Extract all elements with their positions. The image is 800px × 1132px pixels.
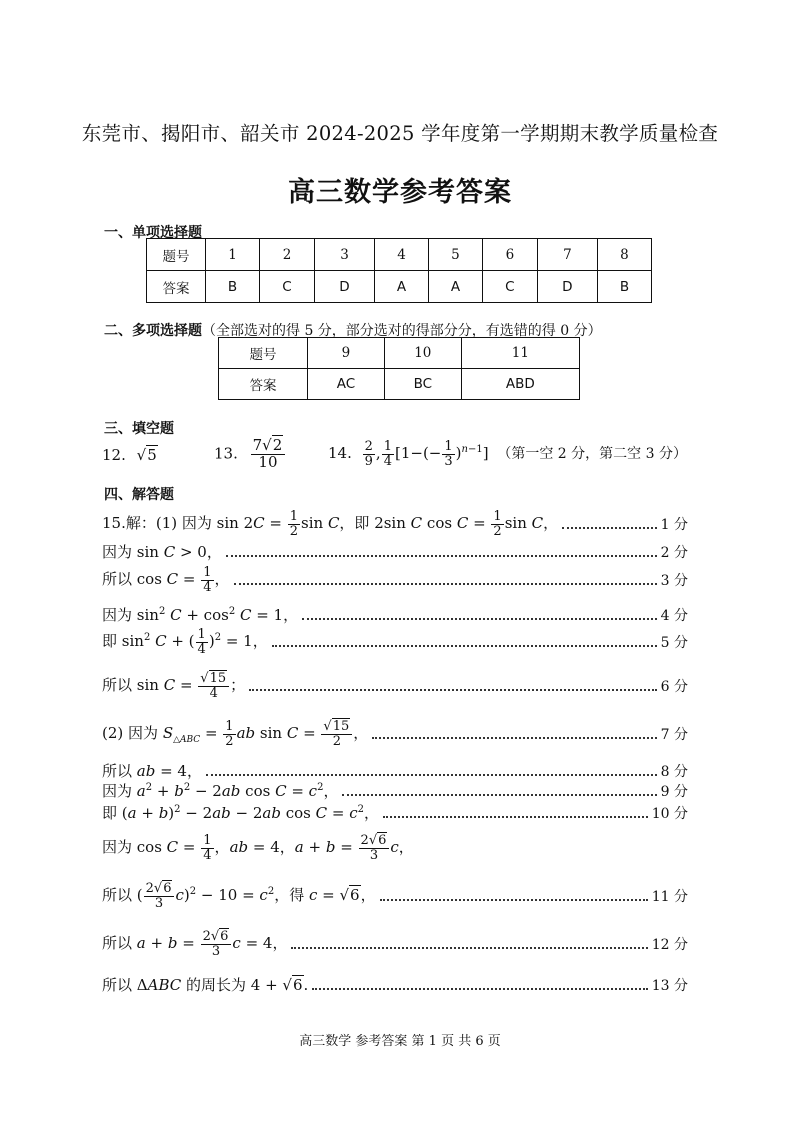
solution-line-4: 因为 $\sin^2 C + \cos^2 C = 1$， 4 分: [102, 606, 688, 624]
question-label: 14.: [328, 444, 352, 463]
question-number: 3: [314, 239, 374, 271]
section-solutions: 四、解答题: [104, 487, 174, 503]
solution-line-13: 所以 a + b = $\frac{2√6}{3}$ c = 4， 12 分: [102, 929, 688, 959]
answer-q13: 13. $\frac{7√2}{10}$: [214, 438, 286, 471]
section-multi-choice-title: 二、多项选择题: [104, 323, 202, 339]
solution-line-3: 所以 cos C = $\frac{1}{4}$ ， 3 分: [102, 565, 688, 595]
question-number: 9: [308, 338, 385, 369]
score-label: 4 分: [660, 607, 688, 624]
q14-note: （第一空 2 分，第二空 3 分）: [497, 446, 687, 463]
solution-line-10: 即 $(a + b)^2 - 2ab - 2ab$ $\cos C = c^2$， 10 分: [102, 804, 688, 822]
answer-cell: A: [428, 271, 482, 303]
score-label: 2 分: [660, 544, 688, 561]
question-number: 7: [537, 239, 597, 271]
part2-label: (2) 因为: [102, 724, 159, 743]
answer-cell: ABD: [461, 369, 579, 400]
question-number: 6: [482, 239, 537, 271]
q15-label: 15.解：(1) 因为: [102, 514, 212, 533]
score-label: 13 分: [651, 977, 688, 994]
score-label: 5 分: [660, 635, 688, 652]
question-number: 5: [428, 239, 482, 271]
multi-choice-table: [218, 337, 580, 400]
question-number: 10: [384, 338, 461, 369]
answer-cell: D: [537, 271, 597, 303]
question-number: 4: [375, 239, 429, 271]
answer-cell: C: [260, 271, 315, 303]
solution-line-5: 即 $\sin^2 C$ + ( $\frac{1}{4}$ )$^2$ = 1， 5 分: [102, 627, 688, 657]
single-choice-table: [146, 238, 652, 303]
answer-cell: BC: [384, 369, 461, 400]
document-title: 高三数学参考答案: [288, 177, 512, 208]
answer-cell: AC: [308, 369, 385, 400]
solution-line-7: (2) 因为 $S_{\triangle ABC}$ = $\frac{1}{2}$ ab sin C = $\frac{√15}{2}$ ， 7 分: [102, 719, 688, 749]
answer-q12: 12. √5: [102, 446, 157, 464]
score-label: 3 分: [660, 573, 688, 590]
answer-cell: B: [206, 271, 260, 303]
score-label: 11 分: [651, 889, 688, 906]
row-label: 答案: [219, 369, 308, 400]
section-fill-in: 三、填空题: [104, 421, 174, 437]
section-single-choice: 一、单项选择题: [104, 225, 202, 241]
solution-line-8: 所以 ab = 4， 8 分: [102, 762, 688, 780]
question-label: 12.: [102, 446, 126, 464]
document-header: 东莞市、揭阳市、韶关市 2024-2025 学年度第一学期期末教学质量检查: [81, 122, 719, 145]
score-label: 8 分: [660, 763, 688, 780]
score-label: 7 分: [660, 727, 688, 744]
solution-line-1: 15.解：(1) 因为 sin 2C = $\frac{1}{2}$ sin C，即 2sin C cos C = $\frac{1}{2}$ sin C， 1 分: [102, 509, 688, 539]
answer-q14: 14. $\frac{2}{9}$ , $\frac{1}{4}$ [1−(− $\frac{1}{3}$ )$^{n-1}$] （第一空 2 分，第二空 3 分）: [328, 439, 687, 469]
score-label: 12 分: [651, 937, 688, 954]
solution-line-14: 所以 ΔABC 的周长为 4 + √6. 13 分: [102, 976, 688, 994]
row-label: 题号: [219, 338, 308, 369]
row-label: 答案: [147, 271, 206, 303]
solution-line-6: 所以 sin C = $\frac{√15}{4}$ ； 6 分: [102, 671, 688, 701]
question-number: 8: [597, 239, 651, 271]
answer-cell: D: [314, 271, 374, 303]
row-label: 题号: [147, 239, 206, 271]
solution-line-9: 因为 $a^2 + b^2 - 2ab$ $\cos C = c^2$， 9 分: [102, 782, 688, 800]
answer-cell: C: [482, 271, 537, 303]
score-label: 10 分: [651, 805, 688, 822]
page-footer: 高三数学 参考答案 第 1 页 共 6 页: [299, 1034, 501, 1049]
solution-line-2: 因为 sin C > 0， 2 分: [102, 543, 688, 561]
solution-line-11: 因为 cos C = $\frac{1}{4}$ ，ab = 4，a + b = $\frac{2√6}{3}$ c，: [102, 833, 414, 863]
question-label: 13.: [214, 444, 238, 463]
question-number: 2: [260, 239, 315, 271]
question-number: 11: [461, 338, 579, 369]
answer-cell: A: [375, 271, 429, 303]
section-multi-choice-note: （全部选对的得 5 分，部分选对的得部分分，有选错的得 0 分）: [202, 323, 602, 339]
answer-cell: B: [597, 271, 651, 303]
question-number: 1: [206, 239, 260, 271]
score-label: 9 分: [660, 783, 688, 800]
score-label: 1 分: [660, 517, 688, 534]
solution-line-12: 所以 ( $\frac{2√6}{3}$ $c)^2 - 10 = c^2$，得 c = √6， 11 分: [102, 881, 688, 911]
score-label: 6 分: [660, 679, 688, 696]
